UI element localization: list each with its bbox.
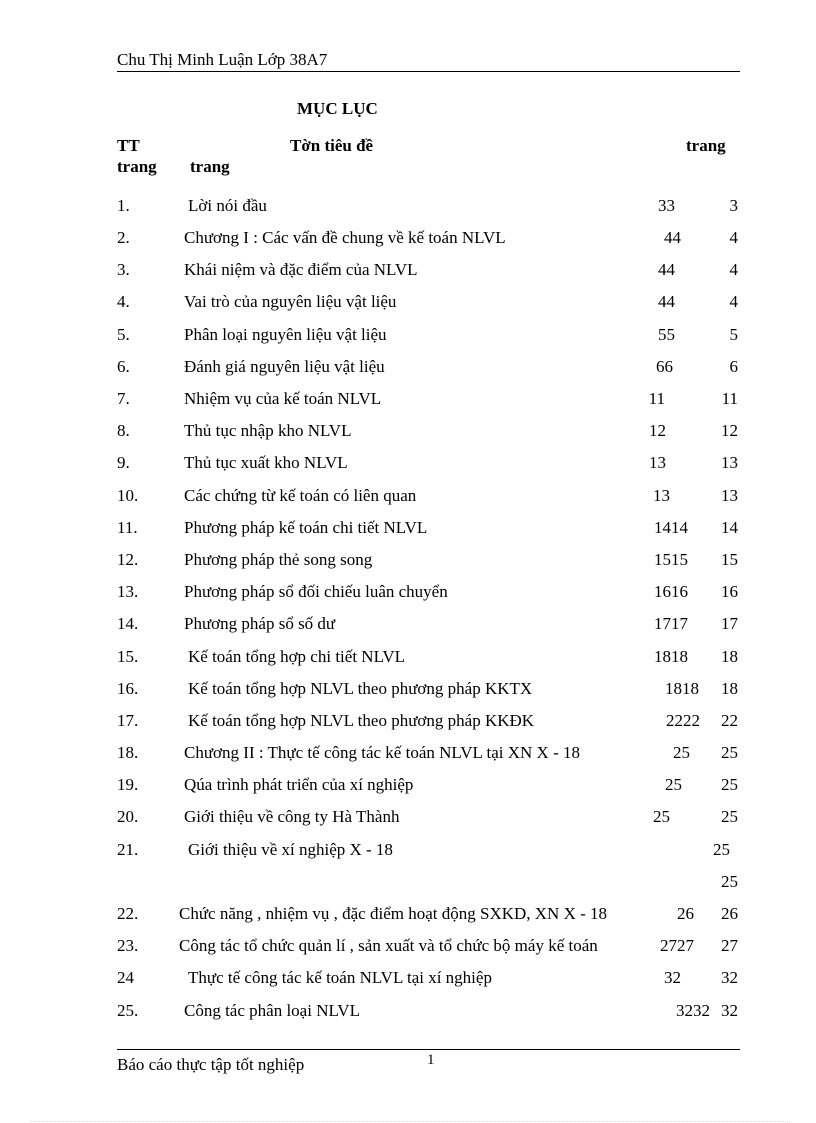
row-title: Các chứng từ kế toán có liên quan xyxy=(184,486,417,505)
toc-row xyxy=(0,679,816,703)
row-title: Giới thiệu về xí nghiệp X - 18 xyxy=(188,840,393,859)
row-page-a: 1818 xyxy=(665,679,699,698)
row-page-a: 1818 xyxy=(654,647,688,666)
row-title: Phương pháp thẻ song song xyxy=(184,550,373,569)
row-page-a: 44 xyxy=(664,228,681,247)
row-title: Thực tế công tác kế toán NLVL tại xí nghiệp xyxy=(188,968,492,987)
row-title: Kế toán tổng hợp chi tiết NLVL xyxy=(188,647,406,666)
row-page-b: 4 xyxy=(729,260,738,279)
row-page-a: 11 xyxy=(648,389,665,408)
row-page-b: 4 xyxy=(729,292,738,311)
row-title: Lời nói đầu xyxy=(188,196,267,215)
row-page-a: 2222 xyxy=(666,711,700,730)
row-number: 7. xyxy=(117,389,130,408)
toc-row xyxy=(0,453,816,477)
page-header: Chu Thị Minh Luận Lớp 38A7 xyxy=(117,50,328,69)
toc-row xyxy=(0,1001,816,1025)
row-title: Công tác phân loại NLVL xyxy=(184,1001,360,1020)
row-page-a: 55 xyxy=(658,325,675,344)
row-number: 13. xyxy=(117,582,139,601)
row-number: 3. xyxy=(117,260,130,279)
toc-row xyxy=(0,196,816,220)
row-title: Kế toán tổng hợp NLVL theo phương pháp KKĐK xyxy=(188,711,535,730)
toc-row xyxy=(0,775,816,799)
row-page-b: 25 xyxy=(721,807,738,826)
toc-row xyxy=(0,904,816,928)
row-number: 15. xyxy=(117,647,139,666)
header-rule xyxy=(117,71,740,72)
column-tt: TT xyxy=(117,136,140,155)
row-title: Thủ tục xuất kho NLVL xyxy=(184,453,348,472)
row-number: 10. xyxy=(117,486,139,505)
column-page: trang xyxy=(686,136,726,155)
page-footer: Báo cáo thực tập tốt nghiệp xyxy=(117,1055,305,1074)
row-page-a: 1414 xyxy=(654,518,688,537)
toc-row xyxy=(0,872,816,896)
row-page-a: 13 xyxy=(649,453,666,472)
row-title: Nhiệm vụ của kế toán NLVL xyxy=(184,389,382,408)
row-number: 9. xyxy=(117,453,130,472)
row-page-a: 1616 xyxy=(654,582,688,601)
toc-row xyxy=(0,357,816,381)
row-page-a: 13 xyxy=(653,486,670,505)
page-edge-divider xyxy=(30,1121,790,1122)
row-page-a: 3232 xyxy=(676,1001,710,1020)
row-page-b: 18 xyxy=(721,647,738,666)
row-page-b: 16 xyxy=(721,582,738,601)
toc-row xyxy=(0,614,816,638)
toc-row xyxy=(0,807,816,831)
row-number: 25. xyxy=(117,1001,139,1020)
row-page-a: 44 xyxy=(658,260,675,279)
row-title: Giới thiệu về công ty Hà Thành xyxy=(184,807,400,826)
toc-row xyxy=(0,968,816,992)
row-page-b: 32 xyxy=(721,968,738,987)
row-page-b: 22 xyxy=(721,711,738,730)
row-page-b: 12 xyxy=(721,421,738,440)
row-number: 21. xyxy=(117,840,139,859)
row-page-b: 5 xyxy=(729,325,738,344)
toc-row xyxy=(0,518,816,542)
page-number: 1 xyxy=(427,1052,435,1068)
row-number: 11. xyxy=(117,518,138,537)
row-page-b: 18 xyxy=(721,679,738,698)
row-title: Công tác tổ chức quản lí , sản xuất và tổ chức bộ máy kế toán xyxy=(179,936,598,955)
toc-row xyxy=(0,325,816,349)
toc-row xyxy=(0,389,816,413)
toc-row xyxy=(0,550,816,574)
row-page-b: 3 xyxy=(729,196,738,215)
row-title: Kế toán tổng hợp NLVL theo phương pháp KKTX xyxy=(188,679,533,698)
row-page-b: 17 xyxy=(721,614,738,633)
row-page-a: 2727 xyxy=(660,936,694,955)
row-number: 2. xyxy=(117,228,130,247)
row-title: Vai trò của nguyên liệu vật liệu xyxy=(184,292,397,311)
row-number: 16. xyxy=(117,679,139,698)
row-title: Chương I : Các vấn đề chung về kế toán NLVL xyxy=(184,228,506,247)
toc-row xyxy=(0,647,816,671)
toc-row xyxy=(0,840,816,864)
row-page-b: 27 xyxy=(721,936,738,955)
column-title-sub: trang xyxy=(190,157,230,176)
row-page-b: 26 xyxy=(721,904,738,923)
row-page-b: 4 xyxy=(729,228,738,247)
column-tt-sub: trang xyxy=(117,157,157,176)
row-page-a: 32 xyxy=(664,968,681,987)
toc-title: MỤC LỤC xyxy=(297,99,378,118)
row-page-b: 6 xyxy=(729,357,738,376)
row-page-a: 26 xyxy=(677,904,694,923)
row-page-b: 14 xyxy=(721,518,738,537)
toc-row xyxy=(0,260,816,284)
row-page-a: 1515 xyxy=(654,550,688,569)
row-number: 14. xyxy=(117,614,139,633)
row-title: Qúa trình phát triển của xí nghiệp xyxy=(184,775,414,794)
toc-row xyxy=(0,582,816,606)
row-number: 22. xyxy=(117,904,139,923)
row-title: Phương pháp kế toán chi tiết NLVL xyxy=(184,518,428,537)
row-title: Khái niệm và đặc điểm của NLVL xyxy=(184,260,418,279)
toc-row xyxy=(0,228,816,252)
row-page-b: 13 xyxy=(721,486,738,505)
row-title: Phương pháp sổ số dư xyxy=(184,614,336,633)
row-page-b: 11 xyxy=(721,389,738,408)
row-title: Đánh giá nguyên liệu vật liệu xyxy=(184,357,385,376)
row-number: 1. xyxy=(117,196,130,215)
footer-rule xyxy=(117,1049,740,1050)
row-page-b: 25 xyxy=(721,872,738,891)
row-page-b: 25 xyxy=(721,743,738,762)
row-number: 20. xyxy=(117,807,139,826)
row-title: Phân loại nguyên liệu vật liệu xyxy=(184,325,387,344)
row-number: 5. xyxy=(117,325,130,344)
row-page-a: 25 xyxy=(673,743,690,762)
row-number: 23. xyxy=(117,936,139,955)
row-title: Chức năng , nhiệm vụ , đặc điểm hoạt động SXKD, XN X - 18 xyxy=(179,904,608,923)
row-number: 12. xyxy=(117,550,139,569)
row-number: 19. xyxy=(117,775,139,794)
toc-row xyxy=(0,421,816,445)
row-page-a: 44 xyxy=(658,292,675,311)
row-page-b: 13 xyxy=(721,453,738,472)
column-title: Tờn tiêu đề xyxy=(290,136,374,155)
row-number: 17. xyxy=(117,711,139,730)
row-number: 18. xyxy=(117,743,139,762)
row-number: 4. xyxy=(117,292,130,311)
toc-row xyxy=(0,743,816,767)
row-page-b: 15 xyxy=(721,550,738,569)
row-number: 8. xyxy=(117,421,130,440)
row-page-a: 25 xyxy=(713,840,730,859)
toc-row xyxy=(0,486,816,510)
row-number: 6. xyxy=(117,357,130,376)
row-title: Thủ tục nhập kho NLVL xyxy=(184,421,352,440)
row-page-b: 25 xyxy=(721,775,738,794)
row-title: Phương pháp sổ đối chiếu luân chuyển xyxy=(184,582,448,601)
row-page-a: 25 xyxy=(665,775,682,794)
row-number: 24 xyxy=(117,968,134,987)
toc-row xyxy=(0,292,816,316)
row-page-a: 1717 xyxy=(654,614,688,633)
toc-row xyxy=(0,711,816,735)
row-page-a: 25 xyxy=(653,807,670,826)
row-page-a: 33 xyxy=(658,196,675,215)
row-title: Chương II : Thực tế công tác kế toán NLVL tại XN X - 18 xyxy=(184,743,580,762)
row-page-b: 32 xyxy=(721,1001,738,1020)
row-page-a: 12 xyxy=(649,421,666,440)
row-page-a: 66 xyxy=(656,357,673,376)
toc-row xyxy=(0,936,816,960)
